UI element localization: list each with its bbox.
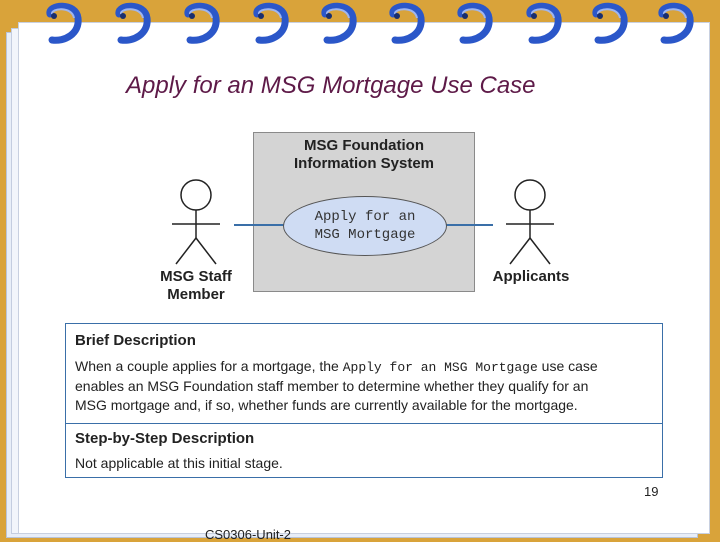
- brief-line-2: enables an MSG Foundation staff member to determine whether they qualify for an: [75, 378, 589, 394]
- staff-actor-label: [146, 268, 246, 304]
- association-line-staff: [234, 224, 286, 226]
- applicants-actor-icon: [500, 178, 562, 266]
- page-number: 19: [644, 484, 659, 499]
- binder-ring-icon: [449, 0, 499, 54]
- binder-ring-icon: [584, 0, 634, 54]
- brief-line-1: [75, 357, 655, 377]
- system-label: [254, 137, 474, 173]
- binder-ring-icon: [38, 0, 88, 54]
- binder-ring-icon: [313, 0, 363, 54]
- brief-line1-post: use case: [537, 358, 598, 374]
- binder-ring-icon: [381, 0, 431, 54]
- staff-actor-label-line2: Member: [167, 286, 225, 303]
- binder-ring-icon: [650, 0, 700, 54]
- association-line-applicants: [443, 224, 493, 226]
- steps-description-text: Not applicable at this initial stage.: [75, 455, 283, 471]
- binder-ring-icon: [245, 0, 295, 54]
- staff-actor-label-line1: MSG Staff: [160, 268, 232, 285]
- applicants-actor-label: Applicants: [492, 268, 570, 285]
- brief-line-3: MSG mortgage and, if so, whether funds are currently available for the mortgage.: [75, 397, 578, 413]
- description-table: [65, 323, 663, 478]
- binder-ring-icon: [518, 0, 568, 54]
- use-case-label-line1: Apply for an: [314, 209, 416, 225]
- brief-line1-pre: When a couple applies for a mortgage, the: [75, 358, 343, 374]
- slide-footer: CS0306-Unit-2: [205, 527, 291, 542]
- slide-title: Apply for an MSG Mortgage Use Case: [126, 72, 536, 99]
- staff-actor-icon: [166, 178, 228, 266]
- system-label-line2: Information System: [293, 155, 435, 172]
- steps-description-heading: Step-by-Step Description: [75, 430, 255, 447]
- brief-line1-code: Apply for an MSG Mortgage: [342, 360, 538, 375]
- brief-description-section: [66, 324, 662, 424]
- use-case-label-line2: MSG Mortgage: [314, 227, 416, 243]
- brief-description-text: [75, 357, 655, 415]
- binder-rings: [0, 0, 720, 56]
- binder-ring-icon: [107, 0, 157, 54]
- brief-description-heading: Brief Description: [75, 332, 196, 349]
- use-case-ellipse: [283, 196, 447, 256]
- system-label-line1: MSG Foundation: [304, 137, 424, 154]
- binder-ring-icon: [176, 0, 226, 54]
